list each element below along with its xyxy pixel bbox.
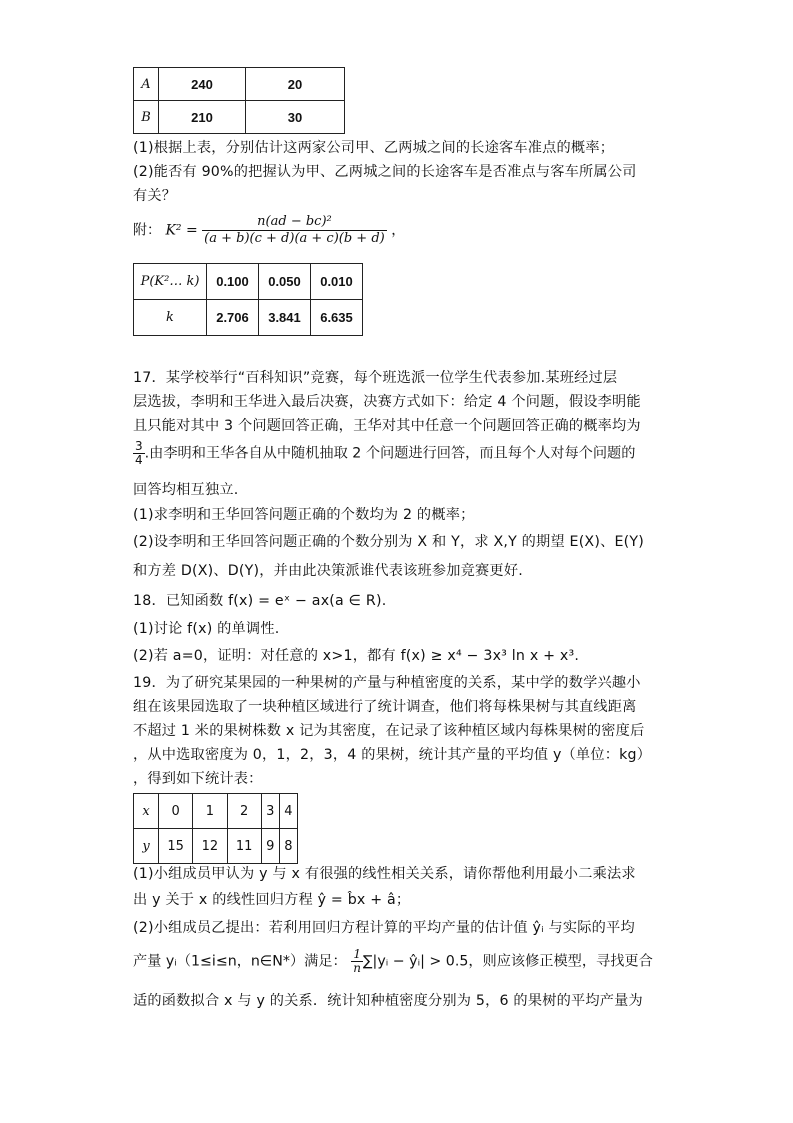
density-yield-table — [133, 793, 298, 864]
ktable-k-label: k — [134, 300, 207, 336]
formula-numerator: n(ad − bc)² — [202, 214, 387, 231]
ktable-k1: 2.706 — [207, 300, 259, 336]
q17-line4 — [133, 440, 635, 467]
formula-lhs: K² = — [165, 222, 198, 239]
chi-square-formula — [133, 214, 405, 247]
y-label: y — [134, 829, 159, 864]
cell-b-late: 30 — [246, 101, 345, 134]
ktable-p2: 0.050 — [259, 264, 311, 300]
critical-value-table — [133, 263, 363, 336]
ktable-k3: 6.635 — [311, 300, 363, 336]
x-label: x — [134, 794, 159, 829]
q17-line1: 17．某学校举行“百科知识”竞赛，每个班选派一位学生代表参加.某班经过层 — [133, 370, 618, 386]
formula-tail: ， — [391, 222, 406, 239]
ktable-p1: 0.100 — [207, 264, 259, 300]
appendix-label: 附： — [133, 222, 161, 239]
q17-part2-line2: 和方差 D(X)、D(Y)，并由此决策派谁代表该班参加竞赛更好. — [133, 563, 523, 579]
row-label-a: A — [134, 68, 159, 101]
q17-line3: 且只能对其中 3 个问题回答正确，王华对其中任意一个问题回答正确的概率均为 — [133, 418, 641, 434]
ktable-p3: 0.010 — [311, 264, 363, 300]
x-value-2: 2 — [227, 794, 261, 829]
q19-part1-line1: (1)小组成员甲认为 y 与 x 有很强的线性相关关系，请你帮他利用最小二乘法求 — [133, 866, 636, 882]
q16-part2-line1: (2)能否有 90%的把握认为甲、乙两城之间的长途客车是否准点与客车所属公司 — [133, 164, 637, 180]
q19-part1-line2: 出 y 关于 x 的线性回归方程 ŷ = b̂x + â； — [133, 892, 411, 908]
q18-part1: (1)讨论 f(x) 的单调性. — [133, 621, 280, 637]
y-value-3: 9 — [261, 829, 279, 864]
q17-frac-num: 3 — [135, 439, 143, 453]
q19-part2-pre: 产量 yᵢ（1≤i≤n，n∈N*）满足： — [133, 953, 347, 970]
cell-a-ontime: 240 — [159, 68, 246, 101]
formula-denominator: (a + b)(c + d)(a + c)(b + d) — [204, 231, 385, 246]
q18-line1: 18．已知函数 f(x) = eˣ − ax(a ∈ R). — [133, 593, 387, 609]
q19-line4: ，从中选取密度为 0，1，2，3，4 的果树，统计其产量的平均值 y（单位：kg） — [133, 747, 652, 763]
q19-part2-line1: (2)小组成员乙提出：若利用回归方程计算的平均产量的估计值 ŷᵢ 与实际的平均 — [133, 920, 635, 936]
q18-part2: (2)若 a=0，证明：对任意的 x>1，都有 f(x) ≥ x⁴ − 3x³ ln x + x³. — [133, 648, 580, 664]
q19-part2-sum: ∑|yᵢ − ŷᵢ| > 0.5，则应该修正模型，寻找更合 — [363, 953, 653, 970]
q19-line5: ，得到如下统计表： — [133, 771, 263, 787]
q17-part1: (1)求李明和王华回答问题正确的个数均为 2 的概率； — [133, 507, 475, 523]
x-value-1: 1 — [193, 794, 227, 829]
q17-part2-line1: (2)设李明和王华回答问题正确的个数分别为 X 和 Y，求 X,Y 的期望 E(X)、E(Y) — [133, 534, 644, 550]
q19-frac-den: n — [353, 961, 361, 975]
row-label-b: B — [134, 101, 159, 134]
y-value-1: 12 — [193, 829, 227, 864]
y-value-4: 8 — [279, 829, 297, 864]
q17-frac-den: 4 — [135, 453, 143, 467]
cell-a-late: 20 — [246, 68, 345, 101]
q16-part2-line2: 有关？ — [133, 188, 177, 204]
x-value-4: 4 — [279, 794, 297, 829]
q19-line1: 19．为了研究某果园的一种果树的产量与种植密度的关系，某中学的数学兴趣小 — [133, 675, 641, 691]
q17-line4-text: .由李明和王华各自从中随机抽取 2 个问题进行回答，而且每个人对每个问题的 — [144, 445, 636, 462]
ktable-prob-label: P(K²… k) — [134, 264, 207, 300]
y-value-0: 15 — [159, 829, 193, 864]
q16-part1: (1)根据上表，分别估计这两家公司甲、乙两城之间的长途客车准点的概率； — [133, 140, 615, 156]
company-punctuality-table — [133, 67, 345, 134]
q19-line2: 组在该果园选取了一块种植区域进行了统计调查，他们将每株果树与其直线距离 — [133, 699, 637, 715]
q19-frac-num: 1 — [351, 948, 363, 962]
q17-line2: 层选拔，李明和王华进入最后决赛，决赛方式如下：给定 4 个问题，假设李明能 — [133, 394, 641, 410]
q19-part2-line3: 适的函数拟合 x 与 y 的关系．统计知种植密度分别为 5，6 的果树的平均产量为 — [133, 993, 643, 1009]
x-value-3: 3 — [261, 794, 279, 829]
cell-b-ontime: 210 — [159, 101, 246, 134]
ktable-k2: 3.841 — [259, 300, 311, 336]
y-value-2: 11 — [227, 829, 261, 864]
q19-part2-line2 — [133, 948, 653, 975]
x-value-0: 0 — [159, 794, 193, 829]
q17-line5: 回答均相互独立. — [133, 482, 239, 498]
q19-line3: 不超过 1 米的果树株数 x 记为其密度，在记录了该种植区域内每株果树的密度后 — [133, 723, 645, 739]
